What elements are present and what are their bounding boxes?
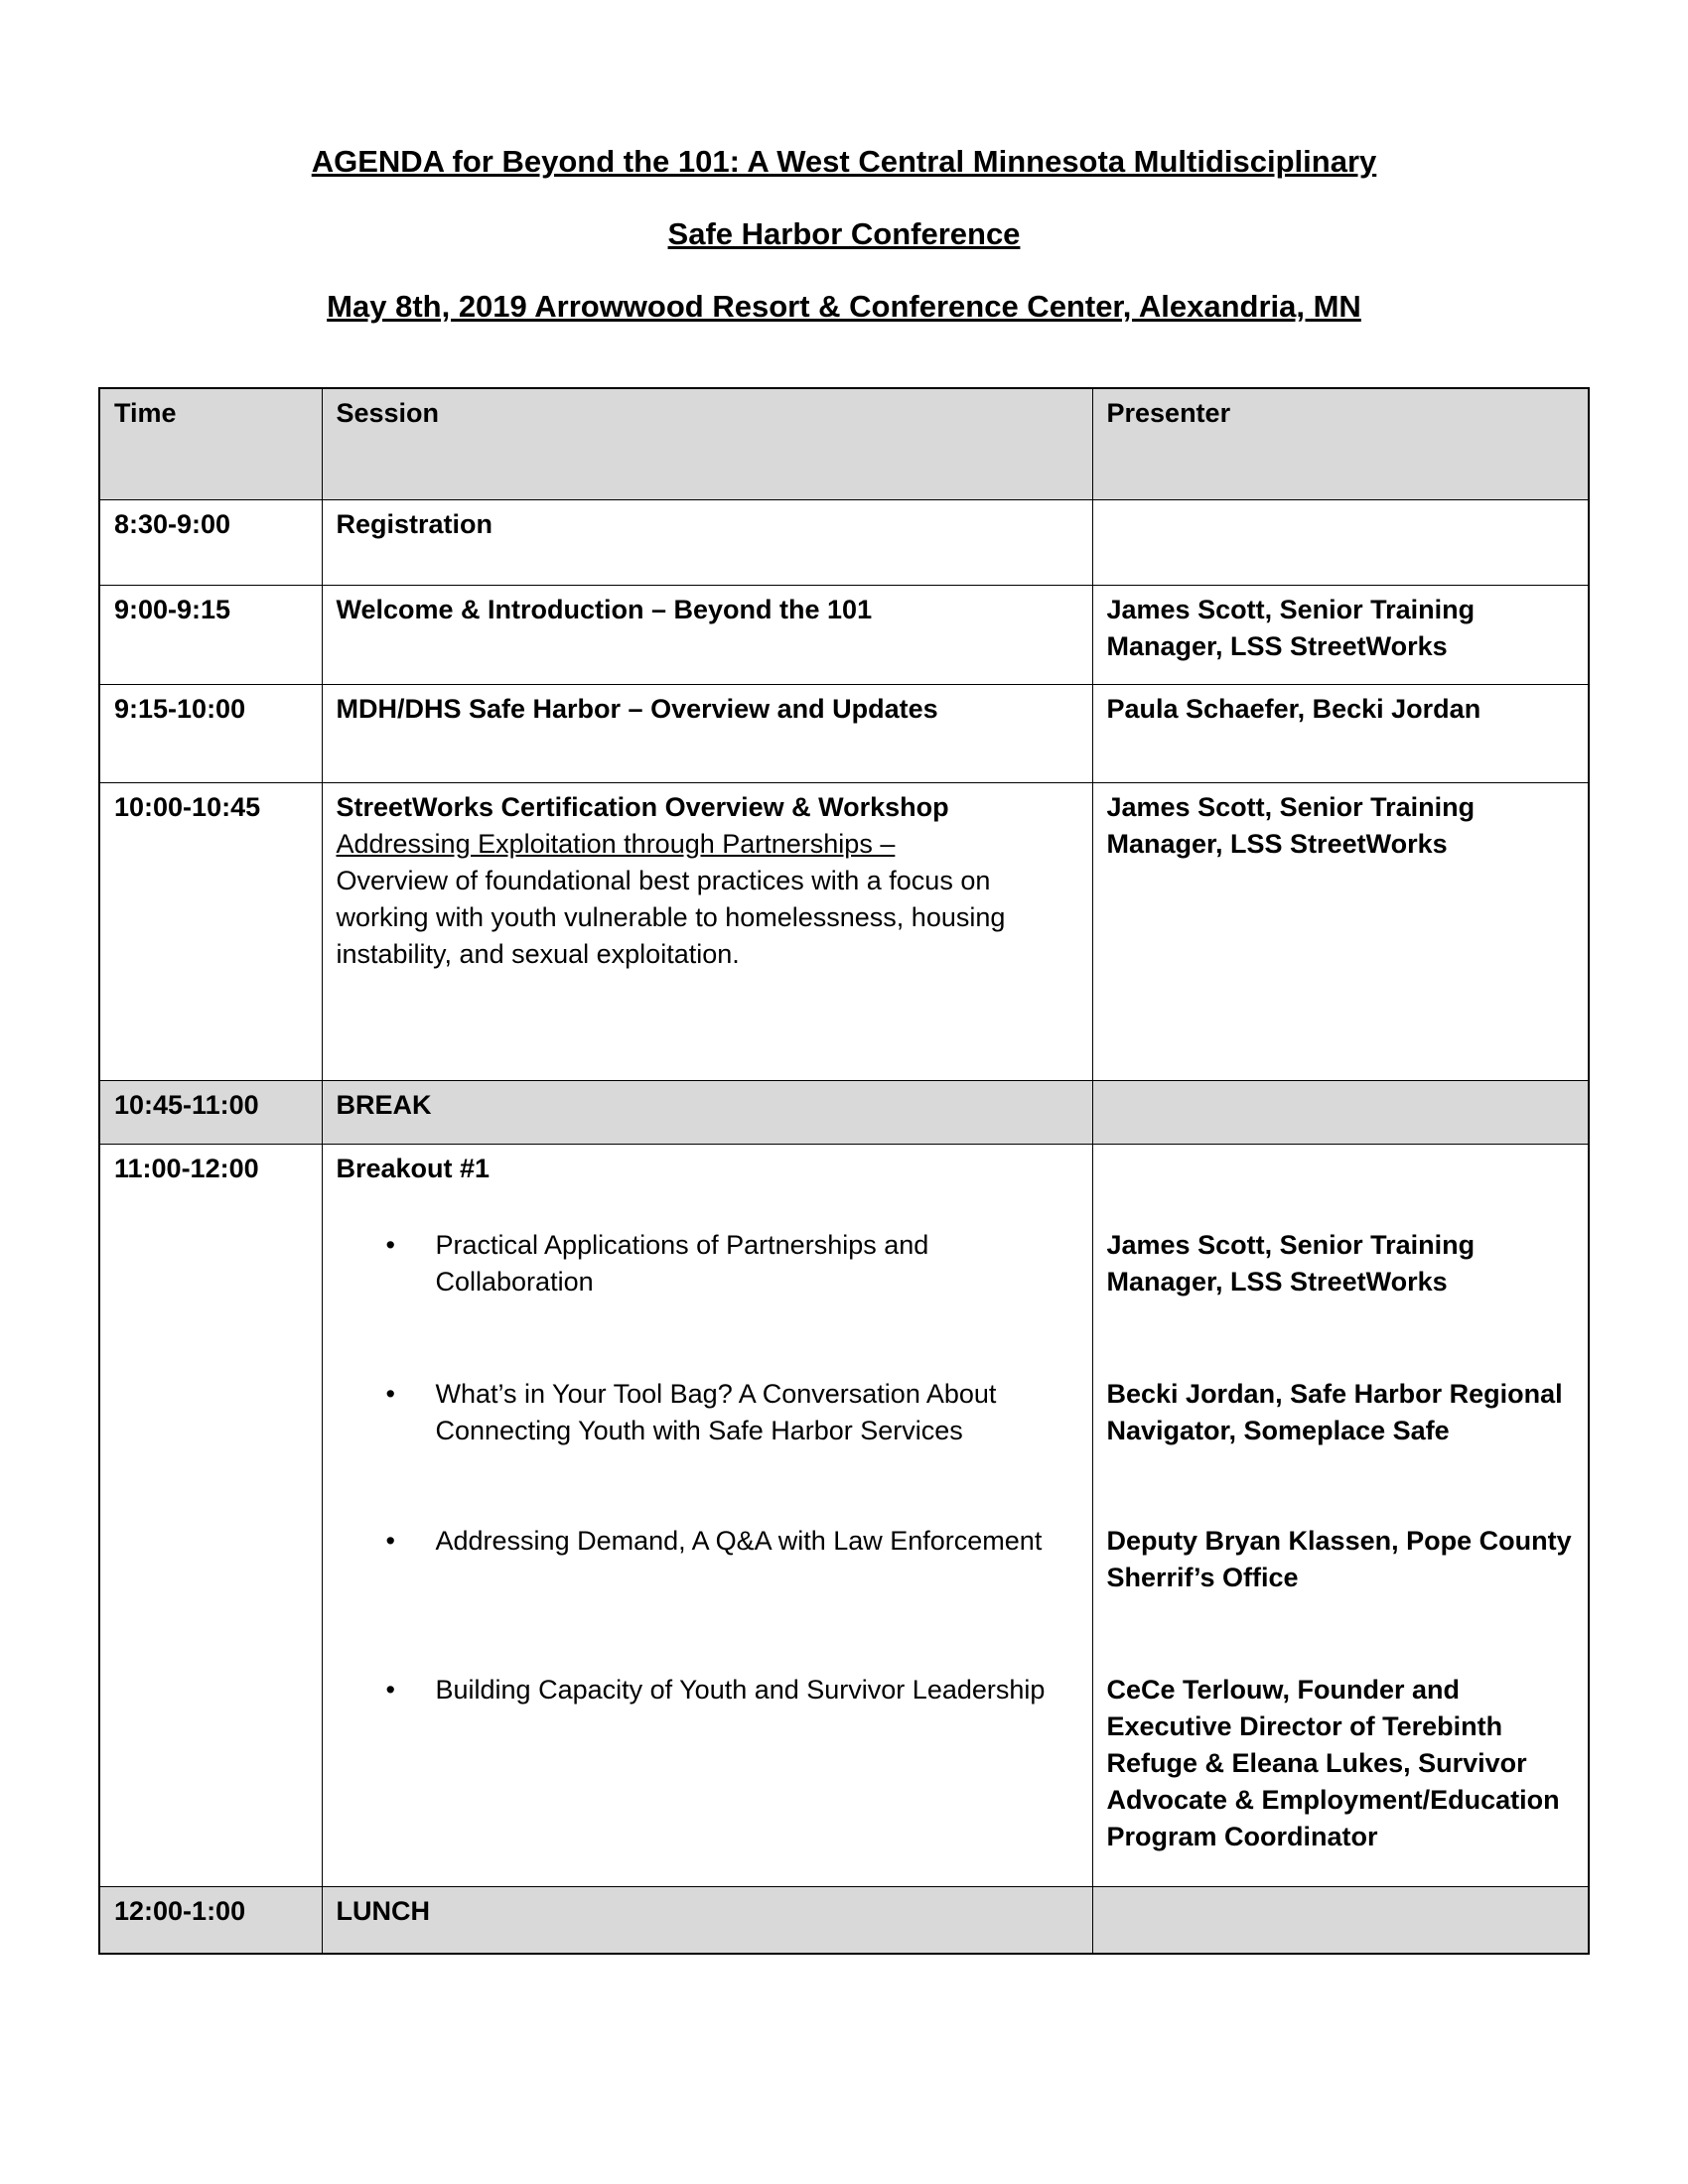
session-title: StreetWorks Certification Overview & Workshop: [336, 791, 949, 822]
list-item: • What’s in Your Tool Bag? A Conversation About Connecting Youth with Safe Harbor Services: [337, 1376, 1078, 1523]
session-cell: LUNCH: [322, 1886, 1092, 1954]
agenda-title: AGENDA for Beyond the 101: A West Central Minnesota Multidisciplinary: [311, 144, 1377, 179]
list-item: • Building Capacity of Youth and Survivor Leadership: [337, 1672, 1078, 1708]
table-row: [99, 1080, 1589, 1144]
column-header-session: Session: [322, 388, 1092, 499]
list-item: • Addressing Demand, A Q&A with Law Enforcement: [337, 1523, 1078, 1672]
time-cell: 9:15-10:00: [99, 684, 322, 782]
breakout-presenter: Deputy Bryan Klassen, Pope County Sherrif’s Office: [1106, 1525, 1572, 1592]
agenda-title-block: [0, 137, 1688, 354]
table-row: [99, 1886, 1589, 1954]
list-item: • Practical Applications of Partnerships and Collaboration: [337, 1227, 1078, 1376]
session-title: Breakout #1: [336, 1153, 491, 1183]
time-cell: 10:00-10:45: [99, 782, 322, 1080]
presenter-cell: [1092, 1144, 1589, 1886]
presenter-cell: [1092, 499, 1589, 585]
presenter-cell: James Scott, Senior Training Manager, LSS StreetWorks: [1092, 782, 1589, 1080]
presenter-spacer: [1107, 1151, 1575, 1187]
column-header-presenter: Presenter: [1092, 388, 1589, 499]
session-subtitle: Addressing Exploitation through Partnerships –: [336, 828, 896, 859]
breakout-presenter: James Scott, Senior Training Manager, LSS StreetWorks: [1106, 1229, 1476, 1297]
table-row: [99, 499, 1589, 585]
conference-date-location: May 8th, 2019 Arrowwood Resort & Conference Center, Alexandria, MN: [327, 289, 1361, 324]
table-row: [99, 1144, 1589, 1886]
session-cell: Welcome & Introduction – Beyond the 101: [322, 585, 1092, 684]
session-cell: MDH/DHS Safe Harbor – Overview and Updates: [322, 684, 1092, 782]
table-row: [99, 782, 1589, 1080]
breakout-presenter: Becki Jordan, Safe Harbor Regional Navigator, Someplace Safe: [1106, 1378, 1563, 1445]
time-cell: 11:00-12:00: [99, 1144, 322, 1886]
session-cell: Registration: [322, 499, 1092, 585]
presenter-cell: James Scott, Senior Training Manager, LSS StreetWorks: [1092, 585, 1589, 684]
time-cell: 8:30-9:00: [99, 499, 322, 585]
presenter-cell: [1092, 1080, 1589, 1144]
breakout-presenter: CeCe Terlouw, Founder and Executive Director of Terebinth Refuge & Eleana Lukes, Survivor Advocate & Employment/Education Program Coordinator: [1106, 1674, 1560, 1851]
column-header-time: Time: [99, 388, 322, 499]
session-cell: [322, 782, 1092, 1080]
presenter-cell: [1092, 1886, 1589, 1954]
table-header-row: [99, 388, 1589, 499]
time-cell: 9:00-9:15: [99, 585, 322, 684]
session-cell: BREAK: [322, 1080, 1092, 1144]
table-row: [99, 585, 1589, 684]
session-cell: [322, 1144, 1092, 1886]
time-cell: 12:00-1:00: [99, 1886, 322, 1954]
conference-name: Safe Harbor Conference: [667, 216, 1021, 251]
session-description: Overview of foundational best practices with a focus on working with youth vulnerable to homelessness, housing instability, and sexual exploitation.: [336, 865, 1006, 969]
table-row: [99, 684, 1589, 782]
agenda-table: [98, 387, 1590, 1955]
time-cell: 10:45-11:00: [99, 1080, 322, 1144]
presenter-cell: Paula Schaefer, Becki Jordan: [1092, 684, 1589, 782]
